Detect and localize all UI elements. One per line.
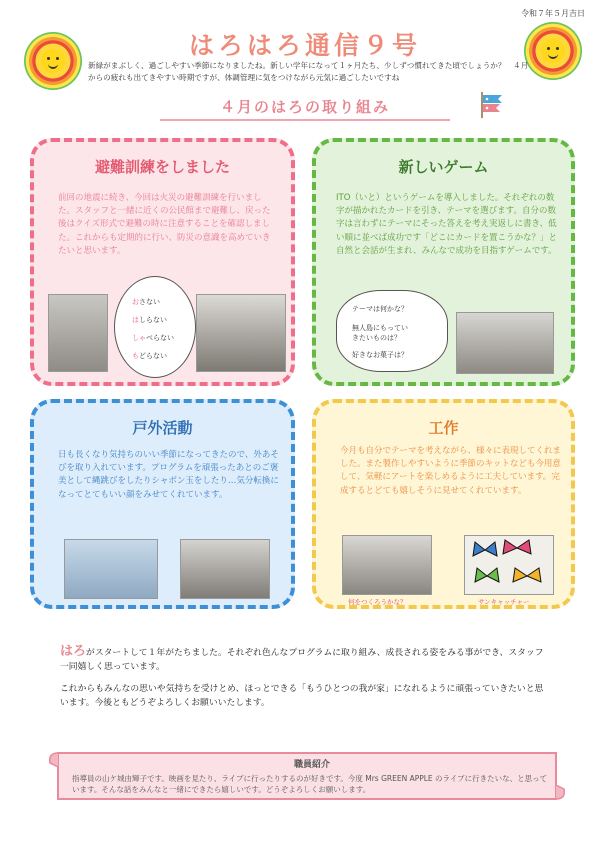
panel-title: 工作 (428, 419, 459, 437)
photo-card-game (456, 312, 554, 374)
speech-bubble (114, 276, 196, 378)
staff-text: 指導員の山ケ城由輝子です。映画を見たり、ライブに行ったりするのが好きです。今度 Mrs GREEN APPLE のライブに行きたいな、と思っています。そんな話をみんなと一緒にできたら嬉しいです。どうぞよろしくお願いします。 (72, 774, 548, 794)
bubble-line: はしらない (132, 316, 167, 324)
photo-suncatcher (464, 535, 554, 595)
intro-text: 新緑がまぶしく、過ごしやすい季節になりましたね。新しい学年になって１ヶ月たち、少しずつ慣れてきた頃でしょうか？ ４月からの疲れも出てきやすい時期ですが、体調管理に気をつけながら元気に過ごしたいですね (88, 61, 529, 82)
bubble-line: きたいものは？ (352, 334, 401, 342)
panel-title: 新しいゲーム (398, 158, 489, 176)
bubble-line: おさない (132, 298, 160, 306)
panel-new-game (312, 138, 575, 386)
panel-evacuation-drill (30, 138, 295, 386)
bubble-line: 無人島にもってい (352, 324, 408, 332)
photo-caption: 何をつくろうかな？ (348, 598, 407, 606)
photo-quiz (196, 294, 286, 372)
panel-title: 戸外活動 (132, 419, 193, 437)
note-paragraph: がスタートして１年がたちました。それぞれ色んなプログラムに取り組み、成長される姿をみる事ができ、スタッフ一同嬉しく思っています。 (60, 648, 544, 672)
note-paragraph: これからもみんなの思いや気持ちを受けとめ、ほっとできる「もうひとつの我が家」になれるように頑張っていきたいと思います。今後ともどうぞよろしくお願いいたします。 (60, 684, 544, 708)
issue-date: 令和７年５月吉日 (521, 9, 585, 18)
staff-introduction (72, 760, 552, 795)
staff-title: 職員紹介 (293, 760, 330, 770)
closing-message (60, 645, 550, 718)
bubble-line: テーマは何かな？ (352, 305, 408, 313)
bubble-line: もどらない (132, 352, 167, 360)
panel-text: 今月も自分でテーマを考えながら、様々に表現してくれました。また製作しやすいように季節のキットなども今用意して、気軽にアートを楽しめるように工夫しています。完成するとどても嬉しそうに見せてくれています。 (340, 446, 562, 496)
haro-highlight: はろ (60, 644, 87, 659)
panel-title: 避難訓練をしました (94, 158, 230, 176)
panel-text: ITO（いと）というゲームを導入しました。それぞれの数字が描かれたカードを引き、テーマを選びます。自分の数字は言わずにテーマにそった答えを考え実返しに書き、低い順に並べば成功です「どこにカードを置こうかな？」と自然と会話が生まれ、みんなで成功を目指すゲームです。 (336, 193, 558, 256)
bubble-line: 好きなお菓子は？ (352, 351, 408, 359)
panel-crafts (312, 399, 575, 609)
koinobori-icon (478, 90, 508, 118)
panel-outdoor-activity (30, 399, 295, 609)
photo-walking (48, 294, 108, 372)
section-subtitle: ４月のはろの取り組み (160, 96, 450, 121)
bubble-line: しゃべらない (132, 334, 174, 342)
sun-logo-left (24, 32, 82, 90)
photo-caption: サンキャッチャー (478, 598, 530, 606)
panel-text: 前回の地震に続き、今回は火災の避難訓練を行いました。スタッフと一緒に近くの公民館まで避難し、戻った後はクイズ形式で避難の時に注意することを確認しました。これからも定期的に行い、防災の意識を高めていきたいと思います。 (58, 193, 271, 256)
photo-jumprope (180, 539, 270, 599)
newsletter-title: はろはろ通信９号 (188, 31, 421, 60)
photo-bubbles (64, 539, 158, 599)
photo-crafting (342, 535, 432, 595)
panel-text: 日も長くなり気持ちのいい季節になってきたので、外あそびを取り入れています。プログラムを頑張ったあとのご褒美として縄跳びをしたりシャボン玉をしたり…気分転換になってとてもいい顔をみせてくれています。 (58, 450, 279, 500)
